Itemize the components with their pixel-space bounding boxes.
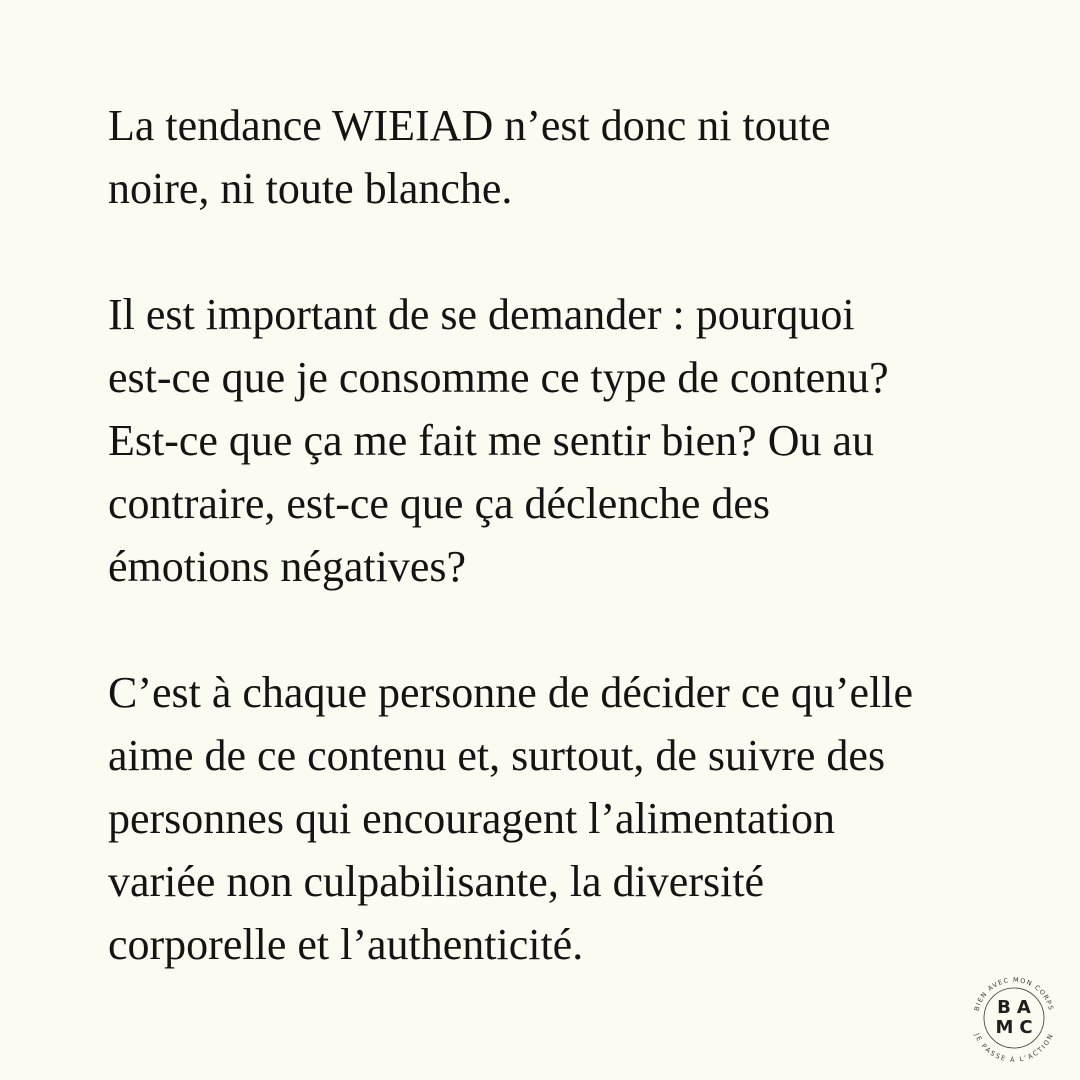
text-line: corporelle et l’authenticité. — [108, 920, 584, 969]
paragraph-spacer — [108, 598, 1008, 661]
main-text — [108, 94, 1008, 976]
bamc-logo — [966, 970, 1062, 1066]
logo-letters — [966, 970, 1062, 1066]
text-line: noire, ni toute blanche. — [108, 164, 513, 213]
text-line: Il est important de se demander : pourquoi — [108, 290, 855, 339]
logo-ring-top-text: BIEN AVEC MON CORPS — [972, 975, 1056, 1012]
logo-ring-bottom-text: JE PASSE À L’ACTION — [972, 1032, 1056, 1064]
text-line: émotions négatives? — [108, 542, 467, 591]
text-line: contraire, est-ce que ça déclenche des — [108, 479, 771, 528]
logo-letters-bottom: MC — [995, 1017, 1039, 1038]
text-line: aime de ce contenu et, surtout, de suivre des — [108, 731, 886, 780]
logo-letters-top: BA — [997, 997, 1037, 1018]
text-line: variée non culpabilisante, la diversité — [108, 857, 765, 906]
paragraph-advice — [108, 661, 1008, 976]
paragraph-questions — [108, 283, 1008, 598]
text-line: personnes qui encouragent l’alimentation — [108, 794, 835, 843]
text-line: est-ce que je consomme ce type de contenu? — [108, 353, 889, 402]
text-line: La tendance WIEIAD n’est donc ni toute — [108, 101, 831, 150]
text-line: C’est à chaque personne de décider ce qu’elle — [108, 668, 914, 717]
text-line: Est-ce que ça me fait me sentir bien? Ou au — [108, 416, 875, 465]
paragraph-conclusion — [108, 94, 1008, 220]
paragraph-spacer — [108, 220, 1008, 283]
